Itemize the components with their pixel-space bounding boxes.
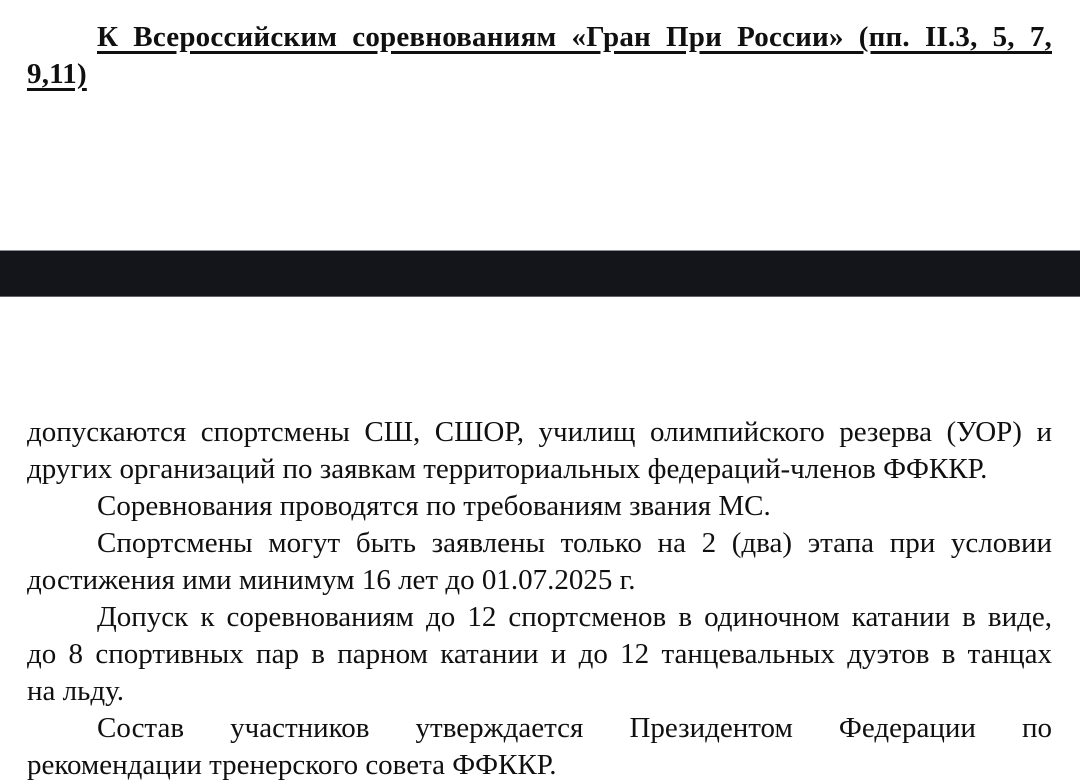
page-break-bar: [0, 250, 1080, 297]
text-line: допускаются спортсмены СШ, СШОР, училищ олимпийского резерва (УОР) и: [27, 416, 1052, 448]
heading-line-2: 9,11): [27, 58, 87, 90]
text-line: Спортсмены могут быть заявлены только на 2 (два) этапа при условии: [97, 527, 1052, 559]
text-line: Допуск к соревнованиям до 12 спортсменов в одиночном катании в виде,: [97, 601, 1052, 633]
text-line: рекомендации тренерского совета ФФККР.: [27, 749, 557, 781]
text-line: других организаций по заявкам территориальных федераций-членов ФФККР.: [27, 453, 988, 485]
section-heading: [27, 19, 1052, 93]
heading-line-1: К Всероссийским соревнованиям «Гран При России» (пп. II.3, 5, 7,: [97, 21, 1052, 53]
text-line: достижения ими минимум 16 лет до 01.07.2025 г.: [27, 564, 636, 596]
text-line: Состав участников утверждается Президентом Федерации по: [97, 712, 1052, 744]
text-line: до 8 спортивных пар в парном катании и до 12 танцевальных дуэтов в танцах: [27, 638, 1052, 670]
body-text: [27, 414, 1052, 784]
text-line: Соревнования проводятся по требованиям звания МС.: [97, 490, 771, 522]
text-line: на льду.: [27, 675, 124, 707]
